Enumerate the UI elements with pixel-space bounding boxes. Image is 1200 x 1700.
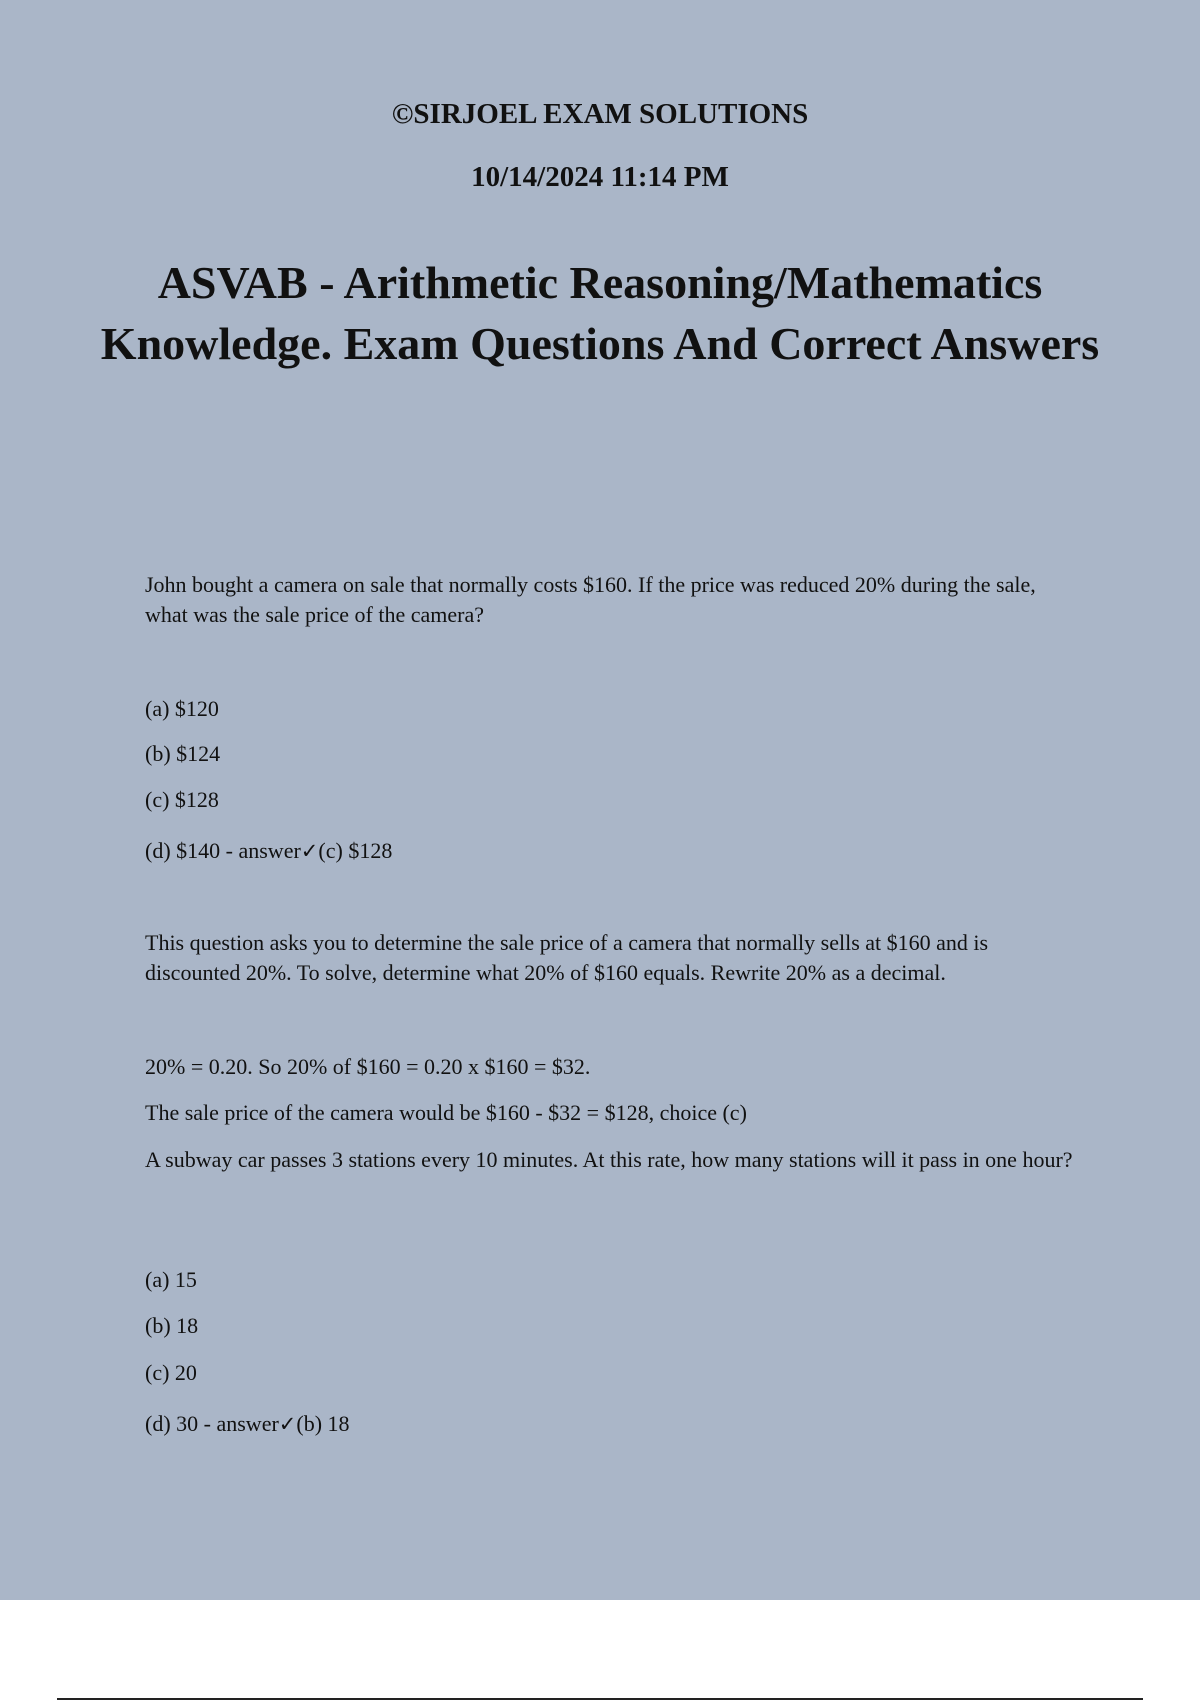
question-2-text: A subway car passes 3 stations every 10 minutes. At this rate, how many stations will it pass in one hour? xyxy=(145,1147,1073,1172)
question-1-text: John bought a camera on sale that normally costs $160. If the price was reduced 20% during the sale, what was the sale price of the camera? xyxy=(145,572,1036,627)
question-2-option-b: (b) 18 xyxy=(145,1313,199,1338)
brand-header: ©SIRJOEL EXAM SOLUTIONS xyxy=(391,98,809,130)
checkmark-icon: ✓ xyxy=(300,839,319,863)
question-1-answer: (c) $128 xyxy=(318,838,393,863)
question-1-explanation: This question asks you to determine the sale price of a camera that normally sells at $160 and is discounted 20%. To solve, determine what 20% of $160 equals. Rewrite 20% as a decimal. xyxy=(145,930,989,985)
question-1-conclusion: The sale price of the camera would be $160 - $32 = $128, choice (c) xyxy=(145,1100,747,1125)
option-d-label: (d) $140 - answer xyxy=(145,838,301,863)
option-d-label: (d) 30 - answer xyxy=(145,1411,279,1436)
question-2-option-a: (a) 15 xyxy=(145,1267,197,1292)
question-1-option-c: (c) $128 xyxy=(145,787,219,812)
checkmark-icon: ✓ xyxy=(278,1412,297,1436)
question-2-answer: (b) 18 xyxy=(296,1411,350,1436)
question-1-calculation: 20% = 0.20. So 20% of $160 = 0.20 x $160 = $32. xyxy=(145,1054,591,1079)
question-1-option-a: (a) $120 xyxy=(145,696,219,721)
timestamp: 10/14/2024 11:14 PM xyxy=(471,161,729,193)
question-2-option-d xyxy=(145,1409,1080,1439)
question-1-option-b: (b) $124 xyxy=(145,741,221,766)
question-1-option-d xyxy=(145,836,1080,866)
question-2-option-c: (c) 20 xyxy=(145,1360,197,1385)
document-title: ASVAB - Arithmetic Reasoning/Mathematics Knowledge. Exam Questions And Correct Answers xyxy=(100,257,1100,369)
